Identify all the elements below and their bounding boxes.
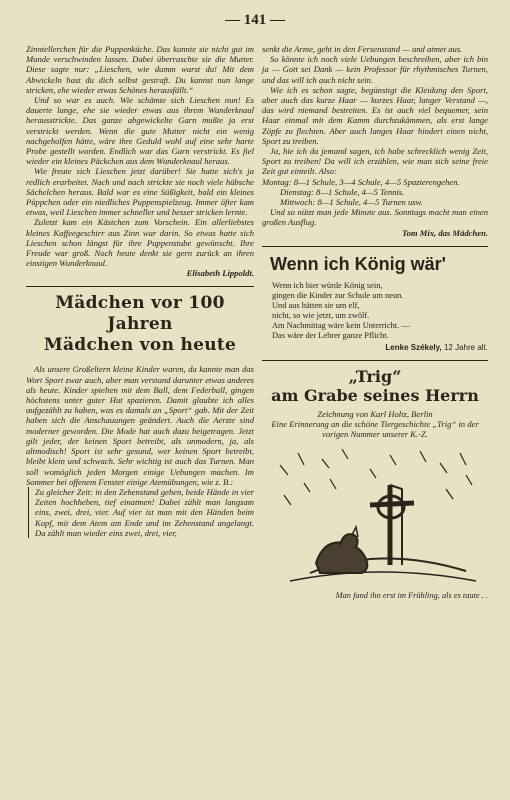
poem-line: Wenn ich hier würde König sein, bbox=[272, 280, 383, 290]
drawing-credit: Zeichnung von Karl Holtz, Berlin bbox=[317, 408, 433, 419]
poem-line: Das wäre der Lehrer ganze Pflicht. bbox=[272, 330, 389, 340]
section-divider bbox=[262, 246, 488, 247]
article-paragraph: Als unsere Großeltern kleine Kinder waren, da kannte man das Wort Sport zwar auch, aber man verstand darunter etwas anderes als heute. Kinder spielten mit dem Ball, dem Federball, gingen höchstens unter guter Hut spazieren. Damit glaubte ich alles aufgezählt zu haben, was es damals an „Sport“ gab. Mit der Zeit haben sich die Anschauungen geändert. Auch die Aerzte sind moderner geworden. Die Mode hat auch dazu beigetragen. Jetzt gilt jeder, der keinen Sport betreibt, als unmodern, ja, als altmodisch! Sport ist sehr gesund, wer keinen Sport betreibt, bleibt klein und schwach. Sehr wichtig ist auch das Turnen. Man soll womöglich jeden Morgen einige Uebungen machen. Im Sommer bei offenem Fenster einige Atemübungen, wie z. B.: bbox=[26, 364, 254, 487]
section-divider bbox=[26, 286, 254, 287]
left-column bbox=[26, 44, 254, 538]
article-author: Tom Mix, das Mädchen. bbox=[402, 227, 488, 238]
poem-body bbox=[272, 281, 488, 341]
story-paragraph: Zinntellerchen für die Puppenküche. Das konnte sie nicht gut im Munde verschwinden lassen. Dabei überraschte sie die Mutter. Diese sagte nur: „Lieschen, wie dumm warst du! Mit dem Abwickeln hast du dich selbst gestraft. Du kannst nun lange stricken, ehe wieder etwas Schönes herausfällt.“ bbox=[26, 44, 254, 95]
article-paragraph: Und so nützt man jede Minute aus. Sonntags macht man einen großen Ausflug. bbox=[262, 207, 488, 228]
article-title-line-1: Mädchen vor 100 Jahren bbox=[55, 293, 225, 335]
article-paragraph: So könnte ich noch viele Uebungen beschreiben, aber ich bin ja — Gott sei Dank — kein Professor für rhythmisches Turnen, und das will ich auch nicht sein. bbox=[262, 54, 488, 85]
poem-title: Wenn ich König wär' bbox=[270, 253, 446, 274]
trig-title-line-1: „Trig“ bbox=[348, 366, 402, 386]
dog-at-grave-illustration bbox=[270, 445, 480, 589]
poem-line: gingen die Kinder zur Schule um neun. bbox=[272, 290, 404, 300]
poem-line: nicht, so wie jetzt, um zwölf. bbox=[272, 310, 370, 320]
exercise-paragraph: Zu gleicher Zeit: in den Zehenstand gehen, beide Hände in vier Zeiten hochheben, tief einatmen! Dabei zählt man langsam eins, zwei, drei, vier. Auf vier ist man mit den Händen beim Kopf, mit dem Atem am Ende und im Zehenstand angelangt. Da zählt man wieder eins zwei, drei, vier, bbox=[35, 486, 254, 538]
poem-line: Und aus hätten sie um elf, bbox=[272, 300, 360, 310]
weekly-schedule bbox=[262, 177, 488, 208]
schedule-line: Mittwoch: 8—1 Schule, 4—5 Turnen usw. bbox=[280, 197, 423, 208]
poem-author: Lenke Székely, bbox=[385, 342, 442, 352]
story-paragraph: Wie freute sich Lieschen jetzt darüber! Sie hatte sich's ja redlich erarbeitet. Nach und nach strickte sie noch viele hübsche Sächelchen heraus. Bald war es eine Süßigkeit, bald ein kleines Püppchen oder ein niedliches Puppenspielzeug. Immer öfter kam etwas, weil Lieschen immer schneller und besser stricken lernte. bbox=[26, 166, 254, 218]
trig-subtitle: Eine Erinnerung an die schöne Tiergeschichte „Trig“ in der vorigen Nummer unserer K.-Z. bbox=[271, 418, 479, 440]
poem-line: Am Nachmittag wäre kein Unterricht. — bbox=[272, 320, 410, 330]
right-column bbox=[262, 44, 488, 601]
article-title-line-2: Mädchen von heute bbox=[43, 335, 237, 356]
story-author: Elisabeth Lippoldt. bbox=[186, 268, 254, 279]
trig-title bbox=[262, 367, 488, 405]
schedule-line: Montag: 8—1 Schule, 3—4 Schule, 4—5 Spazierengehen. bbox=[262, 176, 460, 187]
page-number: — 141 — bbox=[225, 12, 285, 28]
poem-signature bbox=[262, 342, 488, 353]
article-paragraph: senkt die Arme, geht in den Fersenstand — und atmet aus. bbox=[262, 44, 463, 54]
article-paragraph: Ja, hie ich da jemand sagen, ich habe schrecklich wenig Zeit, Sport zu treiben! Da will ich erzählen, wie man sich seine freie Zeit gut einteilt. Also: bbox=[262, 146, 488, 177]
exercise-box bbox=[28, 487, 254, 538]
section-divider bbox=[262, 360, 488, 361]
article-title bbox=[26, 293, 254, 356]
story-paragraph: Zuletzt kam ein Kästchen zum Vorschein. Ein allerliebstes kleines Kaffeegeschirr aus Zinn war darin. So etwas hatte sich Lieschen schon längst für ihre Puppenstube gewünscht. Ihre Freude war groß. Noch heute denkt sie gern zurück an ihren einstigen Wunderknaul. bbox=[26, 217, 254, 269]
schedule-line: Dienstag: 8—1 Schule, 4—5 Tennis. bbox=[280, 186, 405, 197]
article-paragraph: Wie ich es schon sagte, begünstigt die Kleidung den Sport, aber auch das kurze Haar — kurzes Haar, langer Verstand —, das wird niemand bestreiten. Es ist auch viel bequemer, sein Haar einmal mit dem Kamm durchzukämmen, als erst lange Zöpfe zu flechten. Aber auch langes Haar hindert einen nicht, Sport zu treiben. bbox=[262, 84, 488, 146]
illustration-caption: Man fand ihn erst im Frühling, als es taute . . bbox=[335, 591, 488, 601]
trig-title-line-2: am Grabe seines Herrn bbox=[271, 385, 479, 405]
poem-author-age: 12 Jahre alt. bbox=[443, 342, 488, 352]
story-paragraph: Und so war es auch. Wie schämte sich Lieschen nun! Es dauerte lange, ehe sie wieder etwas aus ihrem Wunderknaul herausstrickte. Das ganze abgewickelte Garn mußte ja erst verstrickt werden. Wenn die gute Mutter nicht ein wenig nachgeholfen hätte, wäre ihre Geduld wohl auf eine sehr harte Probe gestellt worden. Endlich war das Garn verstrickt. Es fiel wieder ein kleines Päckchen aus dem Wunderknaul heraus. bbox=[26, 95, 254, 167]
